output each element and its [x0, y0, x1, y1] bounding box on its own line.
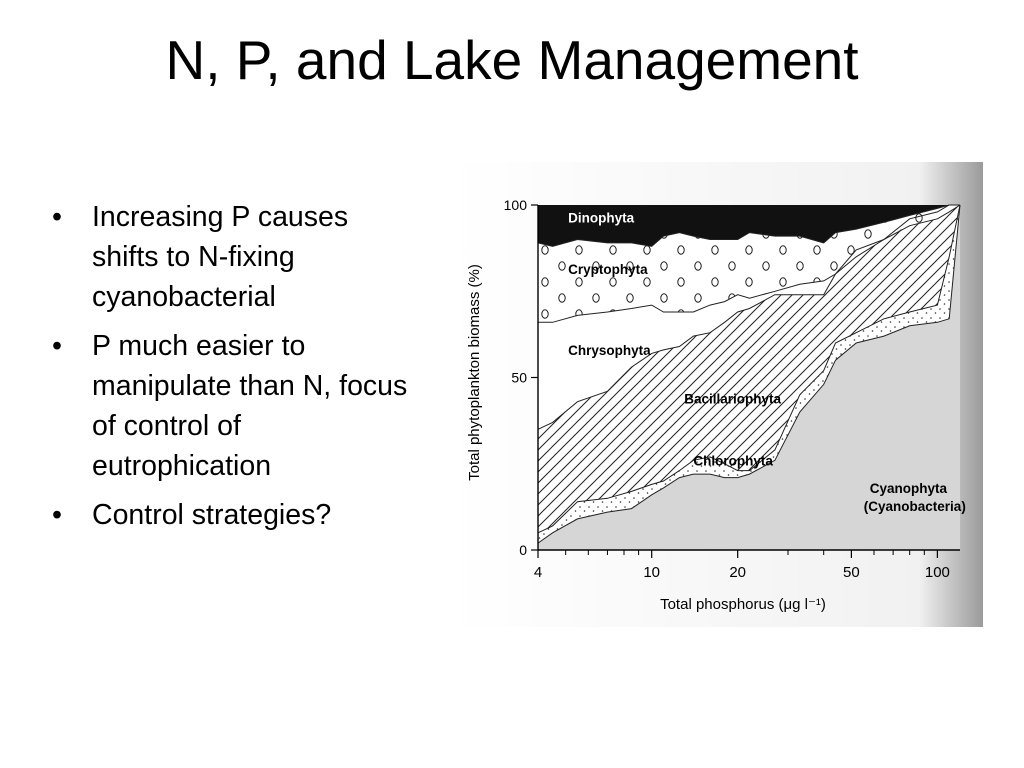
- series-label-chlorophyta: Chlorophyta: [693, 453, 773, 469]
- bullet-item: [52, 326, 412, 486]
- series-label-cyanophyta: Cyanophyta: [869, 481, 948, 497]
- series-label-bacillariophyta: Bacillariophyta: [684, 391, 782, 407]
- y-tick-label: 0: [519, 542, 527, 558]
- series-label-cryptophyta: Cryptophyta: [568, 262, 648, 277]
- y-tick-label: 100: [503, 197, 527, 213]
- bullet-item: [52, 197, 412, 317]
- bullet-item: [52, 495, 412, 535]
- bullet-dot: •: [52, 499, 62, 531]
- x-tick-label: 4: [533, 564, 543, 581]
- bullet-text: P much easier to manipulate than N, focus of control of eutrophication: [92, 330, 408, 482]
- x-tick-label: 20: [729, 564, 747, 581]
- bullet-text: Increasing P causes shifts to N-fixing cyanobacterial: [92, 201, 349, 313]
- series-label-cyanophyta-alt: (Cyanobacteria): [863, 499, 966, 515]
- bullet-dot: •: [52, 201, 62, 233]
- x-tick-label: 100: [924, 564, 950, 581]
- bullet-dot: •: [52, 330, 62, 362]
- bullet-text: Control strategies?: [92, 499, 332, 531]
- x-tick-label: 50: [843, 564, 860, 581]
- bullet-list: [52, 197, 412, 544]
- phytoplankton-chart-figure: [452, 162, 983, 627]
- y-axis-label: Total phytoplankton biomass (%): [466, 264, 483, 481]
- phytoplankton-chart: [452, 162, 983, 627]
- series-label-chrysophyta: Chrysophyta: [568, 343, 651, 359]
- x-tick-label: 10: [643, 564, 661, 581]
- series-label-dinophyta: Dinophyta: [568, 210, 635, 226]
- slide-title: N, P, and Lake Management: [165, 29, 859, 91]
- y-tick-label: 50: [511, 369, 527, 386]
- x-axis-label: Total phosphorus (μg l⁻¹): [660, 596, 826, 613]
